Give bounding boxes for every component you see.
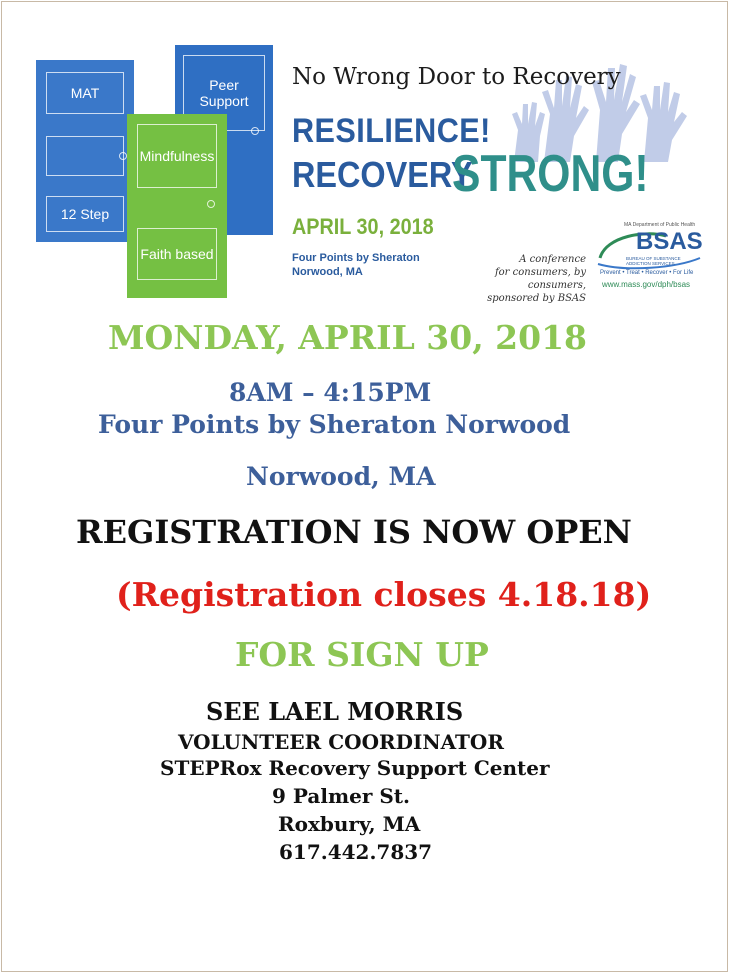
conference-line3: sponsored by BSAS — [487, 293, 586, 304]
banner-recovery: RECOVERY — [292, 154, 473, 195]
banner-venue-line1: Four Points by Sheraton — [292, 252, 420, 264]
event-date: MONDAY, APRIL 30, 2018 — [108, 318, 588, 357]
door-mat — [36, 60, 134, 242]
door-panel-faith-based: Faith based — [137, 228, 217, 280]
banner-strong: STRONG! — [452, 145, 649, 203]
door-panel-blank — [46, 136, 124, 176]
door-mindfulness — [127, 114, 227, 298]
contact-phone: 617.442.7837 — [279, 840, 433, 864]
banner-conference-note — [446, 253, 586, 305]
contact-title: VOLUNTEER COORDINATOR — [178, 730, 504, 754]
door-panel-peer-support: Peer Support — [183, 55, 265, 131]
bsas-bureau-line1: BUREAU OF SUBSTANCE — [626, 256, 681, 261]
banner-headline: No Wrong Door to Recovery — [292, 64, 621, 90]
bsas-tagline: Prevent • Treat • Recover • For Life — [600, 270, 694, 276]
contact-address: 9 Palmer St. — [272, 784, 410, 808]
registration-open: REGISTRATION IS NOW OPEN — [76, 513, 632, 551]
sign-up-heading: FOR SIGN UP — [235, 635, 489, 674]
banner-date: APRIL 30, 2018 — [292, 214, 434, 239]
bsas-bureau-line2: ADDICTION SERVICES — [626, 261, 675, 266]
bsas-logo — [596, 222, 704, 290]
banner-resilience: RESILIENCE! — [292, 112, 491, 150]
contact-org: STEPRox Recovery Support Center — [160, 756, 550, 780]
event-city: Norwood, MA — [246, 462, 436, 491]
door-knob-icon — [119, 152, 127, 160]
bsas-name: BSAS — [636, 228, 703, 255]
event-time: 8AM – 4:15PM — [229, 378, 432, 407]
door-panel-mat: MAT — [46, 72, 124, 114]
conference-line2: for consumers, by consumers, — [494, 267, 586, 291]
event-venue: Four Points by Sheraton Norwood — [98, 410, 571, 439]
door-panel-mindfulness: Mindfulness — [137, 124, 217, 188]
door-panel-12-step: 12 Step — [46, 196, 124, 232]
bsas-bureau — [626, 256, 681, 266]
door-knob-icon — [251, 127, 259, 135]
bsas-url: www.mass.gov/dph/bsas — [602, 280, 691, 289]
bsas-dept: MA Department of Public Health — [624, 222, 696, 228]
door-knob-icon — [207, 200, 215, 208]
conference-line1: A conference — [519, 254, 586, 265]
banner-venue-line2: Norwood, MA — [292, 266, 363, 278]
contact-name: SEE LAEL MORRIS — [206, 697, 464, 726]
conference-banner — [34, 42, 704, 304]
registration-closes: (Registration closes 4.18.18) — [116, 575, 652, 614]
contact-town: Roxbury, MA — [278, 812, 421, 836]
banner-venue — [292, 251, 420, 279]
